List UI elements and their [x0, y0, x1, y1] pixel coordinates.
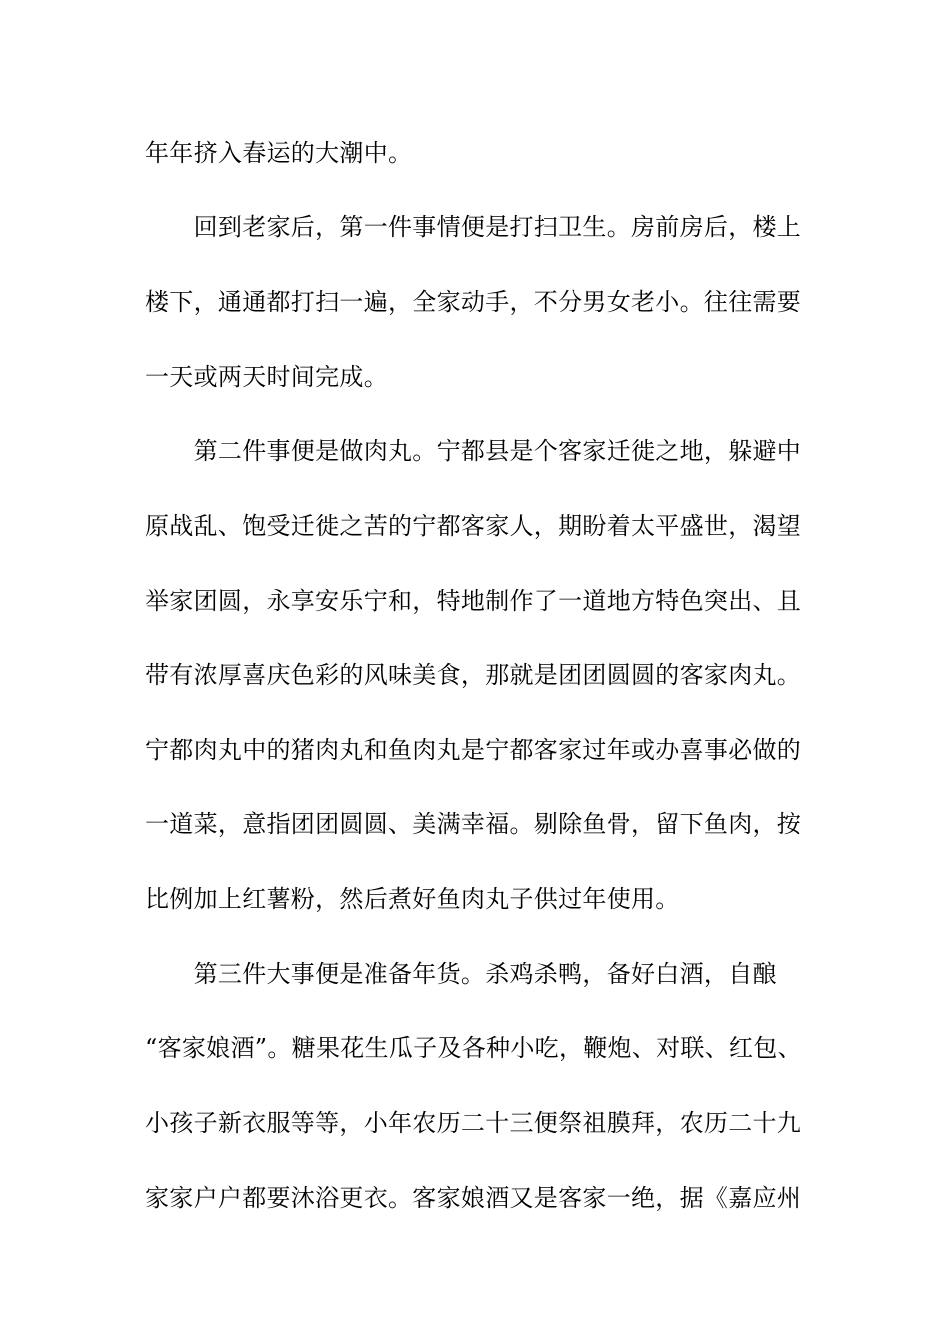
text-line: 年年挤入春运的大潮中。 [145, 139, 413, 167]
text-line: 原战乱、饱受迁徙之苦的宁都客家人，期盼着太平盛世，渴望 [145, 512, 802, 540]
text-line: 宁都肉丸中的猪肉丸和鱼肉丸是宁都客家过年或办喜事必做的 [145, 736, 802, 764]
text-line: 楼下，通通都打扫一遍，全家动手，不分男女老小。往往需要 [145, 288, 802, 316]
text-line: 回到老家后，第一件事情便是打扫卫生。房前房后，楼上 [145, 213, 802, 241]
text-line: 家家户户都要沐浴更衣。客家娘酒又是客家一绝，据《嘉应州 [145, 1184, 802, 1212]
text-line: 第三件大事便是准备年货。杀鸡杀鸭，备好白酒，自酿 [145, 960, 777, 988]
text-line: 第二件事便是做肉丸。宁都县是个客家迁徙之地，躲避中 [145, 437, 802, 465]
text-line: 举家团圆，永享安乐宁和，特地制作了一道地方特色突出、且 [145, 587, 802, 615]
text-line: 小孩子新衣服等等，小年农历二十三便祭祖膜拜，农历二十九 [145, 1109, 802, 1137]
text-line: 带有浓厚喜庆色彩的风味美食，那就是团团圆圆的客家肉丸。 [145, 661, 802, 689]
text-line: 一道菜，意指团团圆圆、美满幸福。剔除鱼骨，留下鱼肉，按 [145, 810, 802, 838]
text-line: “客家娘酒”。糖果花生瓜子及各种小吃，鞭炮、对联、红包、 [145, 1034, 802, 1062]
text-line: 比例加上红薯粉，然后煮好鱼肉丸子供过年使用。 [145, 885, 680, 913]
text-line: 一天或两天时间完成。 [145, 363, 388, 391]
